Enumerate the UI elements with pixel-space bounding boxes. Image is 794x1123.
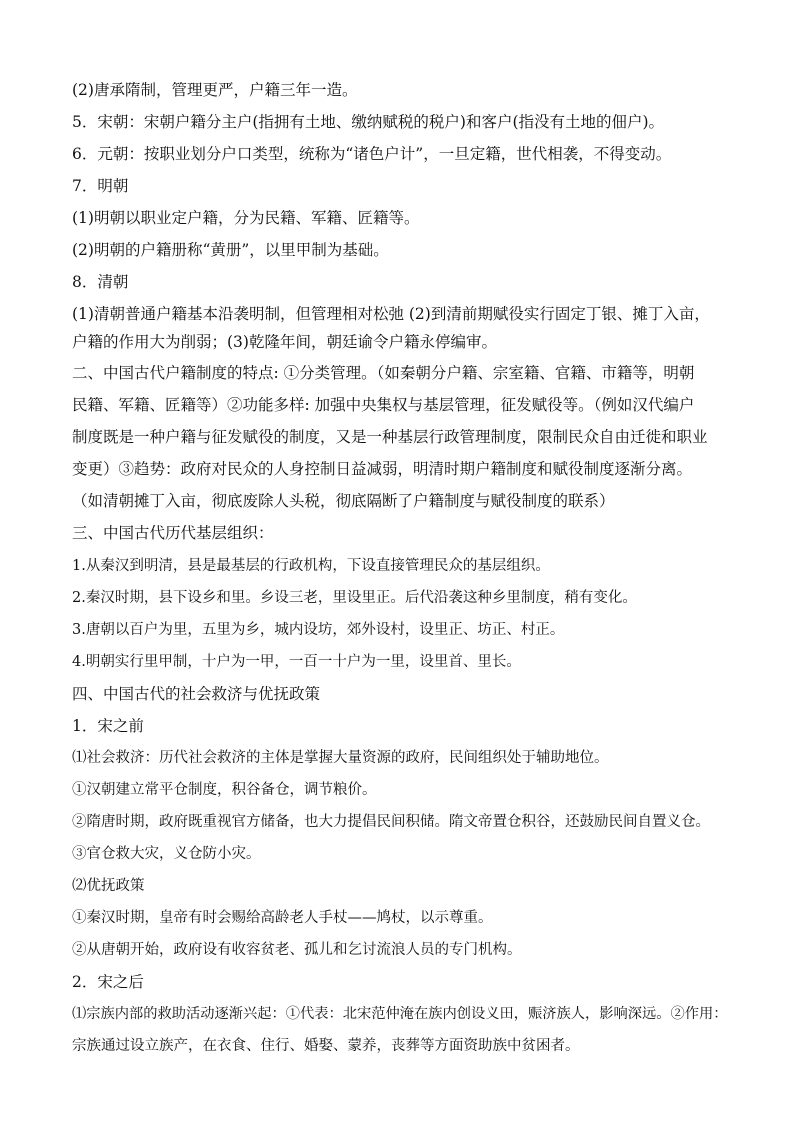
text-line: (2)明朝的户籍册称“黄册”，以里甲制为基础。	[72, 241, 389, 259]
text-line: 2.秦汉时期，县下设乡和里。乡设三老，里设里正。后代沿袭这种乡里制度，稍有变化。	[72, 590, 637, 606]
text-line: (1)明朝以职业定户籍，分为民籍、军籍、匠籍等。	[72, 209, 420, 227]
text-line: 民籍、军籍、匠籍等）②功能多样: 加强中央集权与基层管理，征发赋役等。（例如汉代编户	[72, 396, 695, 414]
text-line: 变更）③趋势：政府对民众的人身控制日益减弱，明清时期户籍制度和赋役制度逐渐分离。	[72, 460, 693, 478]
text-line: （如清朝摊丁入亩，彻底废除人头税，彻底隔断了户籍制度与赋役制度的联系）	[72, 492, 615, 510]
section-heading: 7．明朝	[72, 177, 129, 195]
section-heading: 1．宋之前	[72, 717, 144, 735]
section-heading: 2．宋之后	[72, 973, 144, 991]
text-line: 宗族通过设立族产，在衣食、住行、婚娶、蒙养，丧葬等方面资助族中贫困者。	[72, 1038, 580, 1054]
text-line: ⑴社会救济：历代社会救济的主体是掌握大量资源的政府，民间组织处于辅助地位。	[72, 750, 609, 766]
text-line: ①汉朝建立常平仓制度，积谷备仓，调节粮价。	[72, 782, 377, 798]
text-line: ③官仓救大灾，义仓防小灾。	[72, 846, 261, 862]
text-line: ②从唐朝开始，政府设有收容贫老、孤儿和乞讨流浪人员的专门机构。	[72, 942, 522, 958]
section-heading: 8．清朝	[72, 273, 129, 291]
text-line: 3.唐朝以百户为里，五里为乡，城内设坊，郊外设村，设里正、坊正、村正。	[72, 622, 565, 638]
text-line: (2)唐承隋制，管理更严，户籍三年一造。	[72, 81, 358, 99]
section-heading: 三、中国古代历代基层组织：	[72, 524, 274, 542]
text-line: 二、中国古代户籍制度的特点: ①分类管理。（如秦朝分户籍、宗室籍、官籍、市籍等，明朝	[72, 364, 695, 382]
section-heading: 四、中国古代的社会救济与优抚政策	[72, 685, 321, 703]
text-line: ⑴宗族内部的救助活动逐渐兴起：①代表：北宋范仲淹在族内创设义田，赈济族人，影响深远。②作用：	[72, 1006, 728, 1022]
text-line: ①秦汉时期，皇帝有时会赐给高龄老人手杖——鸠杖，以示尊重。	[72, 910, 493, 926]
text-line: ②隋唐时期，政府既重视官方储备，也大力提倡民间积储。隋文帝置仓积谷，还鼓励民间自置义仓。	[72, 814, 710, 830]
text-line: 1.从秦汉到明清，县是最基层的行政机构，下设直接管理民众的基层组织。	[72, 558, 550, 574]
text-line: (1)清朝普通户籍基本沿袭明制，但管理相对松弛 (2)到清前期赋役实行固定丁银、摊丁入亩，	[72, 305, 710, 323]
text-line: 4.明朝实行里甲制，十户为一甲，一百一十户为一里，设里首、里长。	[72, 654, 521, 670]
text-line: 6．元朝：按职业划分户口类型，统称为“诸色户计”，一旦定籍，世代相袭，不得变动。	[72, 145, 672, 163]
text-line: 户籍的作用大为削弱；(3)乾隆年间，朝廷谕令户籍永停编审。	[72, 333, 497, 351]
text-line: 5．宋朝：宋朝户籍分主户(指拥有土地、缴纳赋税的税户)和客户(指没有土地的佃户)。	[72, 113, 665, 131]
section-heading: ⑵优抚政策	[72, 878, 145, 894]
text-line: 制度既是一种户籍与征发赋役的制度，又是一种基层行政管理制度，限制民众自由迁徙和职业	[72, 428, 708, 446]
